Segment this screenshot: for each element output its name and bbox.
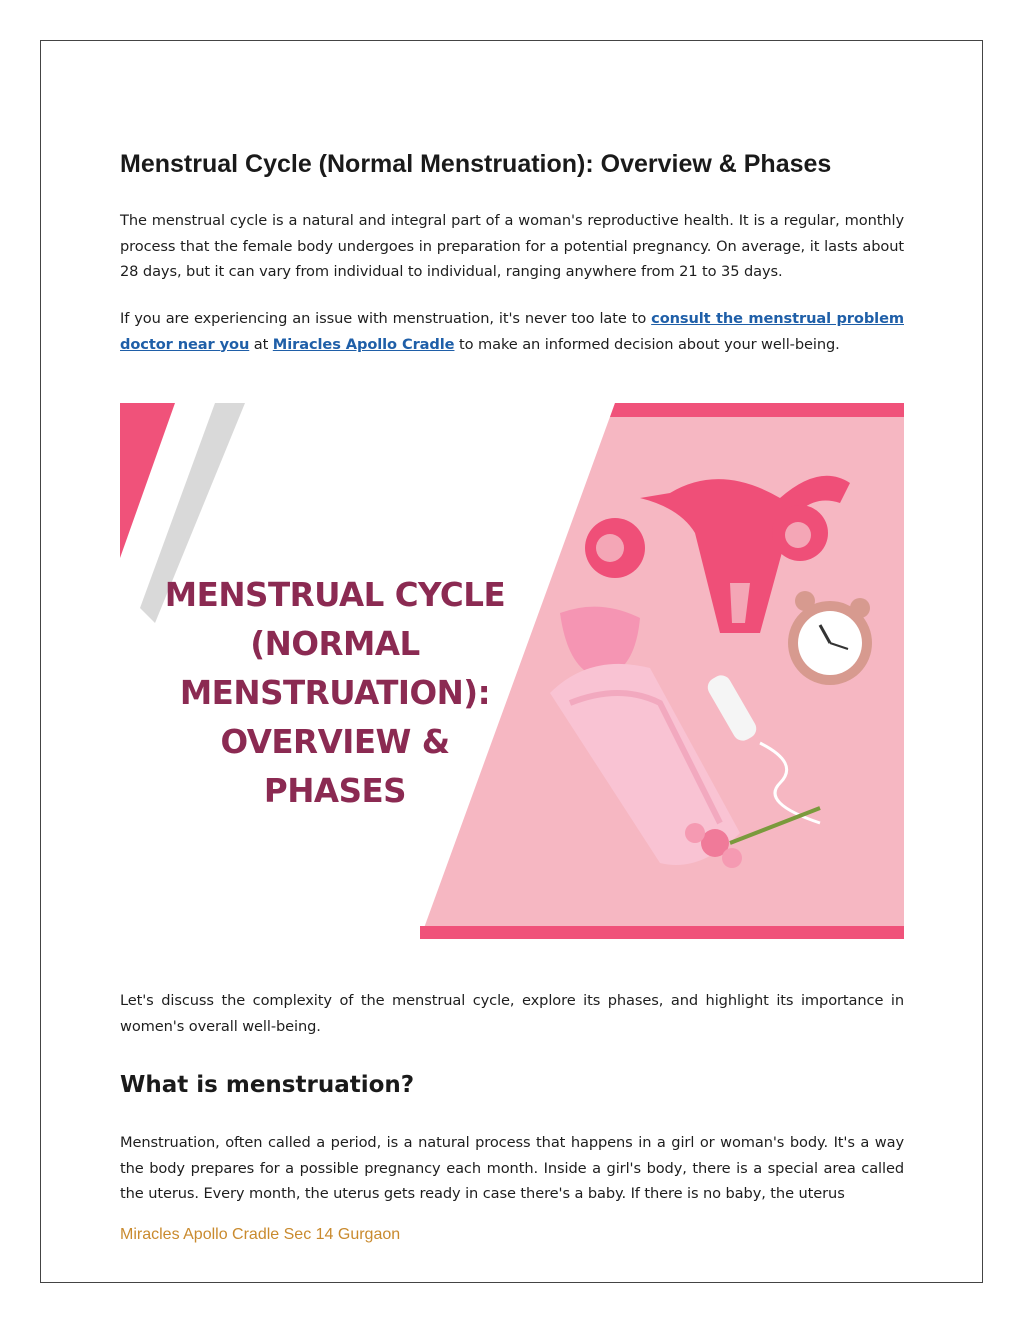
discuss-paragraph: Let's discuss the complexity of the menstrual cycle, explore its phases, and highlight its importance in women's overall well-being.: [120, 992, 904, 1035]
banner-title: [130, 571, 540, 816]
consult-paragraph: [120, 306, 904, 357]
banner-line: MENSTRUATION):: [179, 674, 491, 712]
page-title: Menstrual Cycle (Normal Menstruation): Overview & Phases: [120, 150, 832, 178]
banner-line: OVERVIEW &: [220, 723, 450, 761]
menstruation-paragraph: Menstruation, often called a period, is a natural process that happens in a girl or woman's body. It's a way the body prepares for a possible pregnancy each month. Inside a girl's body, there is a special area called the uterus. Every month, the uterus gets ready in case there's a baby. If there is no baby, the uterus: [120, 1134, 904, 1202]
hero-banner-image: [120, 403, 904, 939]
bottom-pink-band: [420, 926, 904, 939]
banner-line: MENSTRUAL CYCLE: [164, 576, 506, 614]
consult-text-before: If you are experiencing an issue with menstruation, it's never too late to: [120, 310, 652, 327]
section-heading-what-is-menstruation: What is menstruation?: [120, 1072, 415, 1098]
consult-doctor-link[interactable]: consult the menstrual problem doctor near you: [120, 310, 904, 353]
top-pink-band: [610, 403, 904, 417]
miracles-apollo-cradle-link[interactable]: Miracles Apollo Cradle: [272, 335, 455, 353]
consult-text-after: to make an informed decision about your well-being.: [454, 335, 840, 353]
page-footer: Miracles Apollo Cradle Sec 14 Gurgaon: [120, 1226, 401, 1243]
banner-line: (NORMAL: [250, 625, 420, 663]
intro-paragraph: The menstrual cycle is a natural and integral part of a woman's reproductive health. It is a regular, monthly process that the female body undergoes in preparation for a potential pregnancy. On average, it lasts about 28 days, but it can vary from individual to individual, ranging anywhere from 21 to 35 days.: [120, 212, 904, 280]
alarm-clock-icon: [788, 591, 872, 685]
consult-text-middle: at: [249, 335, 273, 353]
banner-line: PHASES: [263, 772, 407, 810]
